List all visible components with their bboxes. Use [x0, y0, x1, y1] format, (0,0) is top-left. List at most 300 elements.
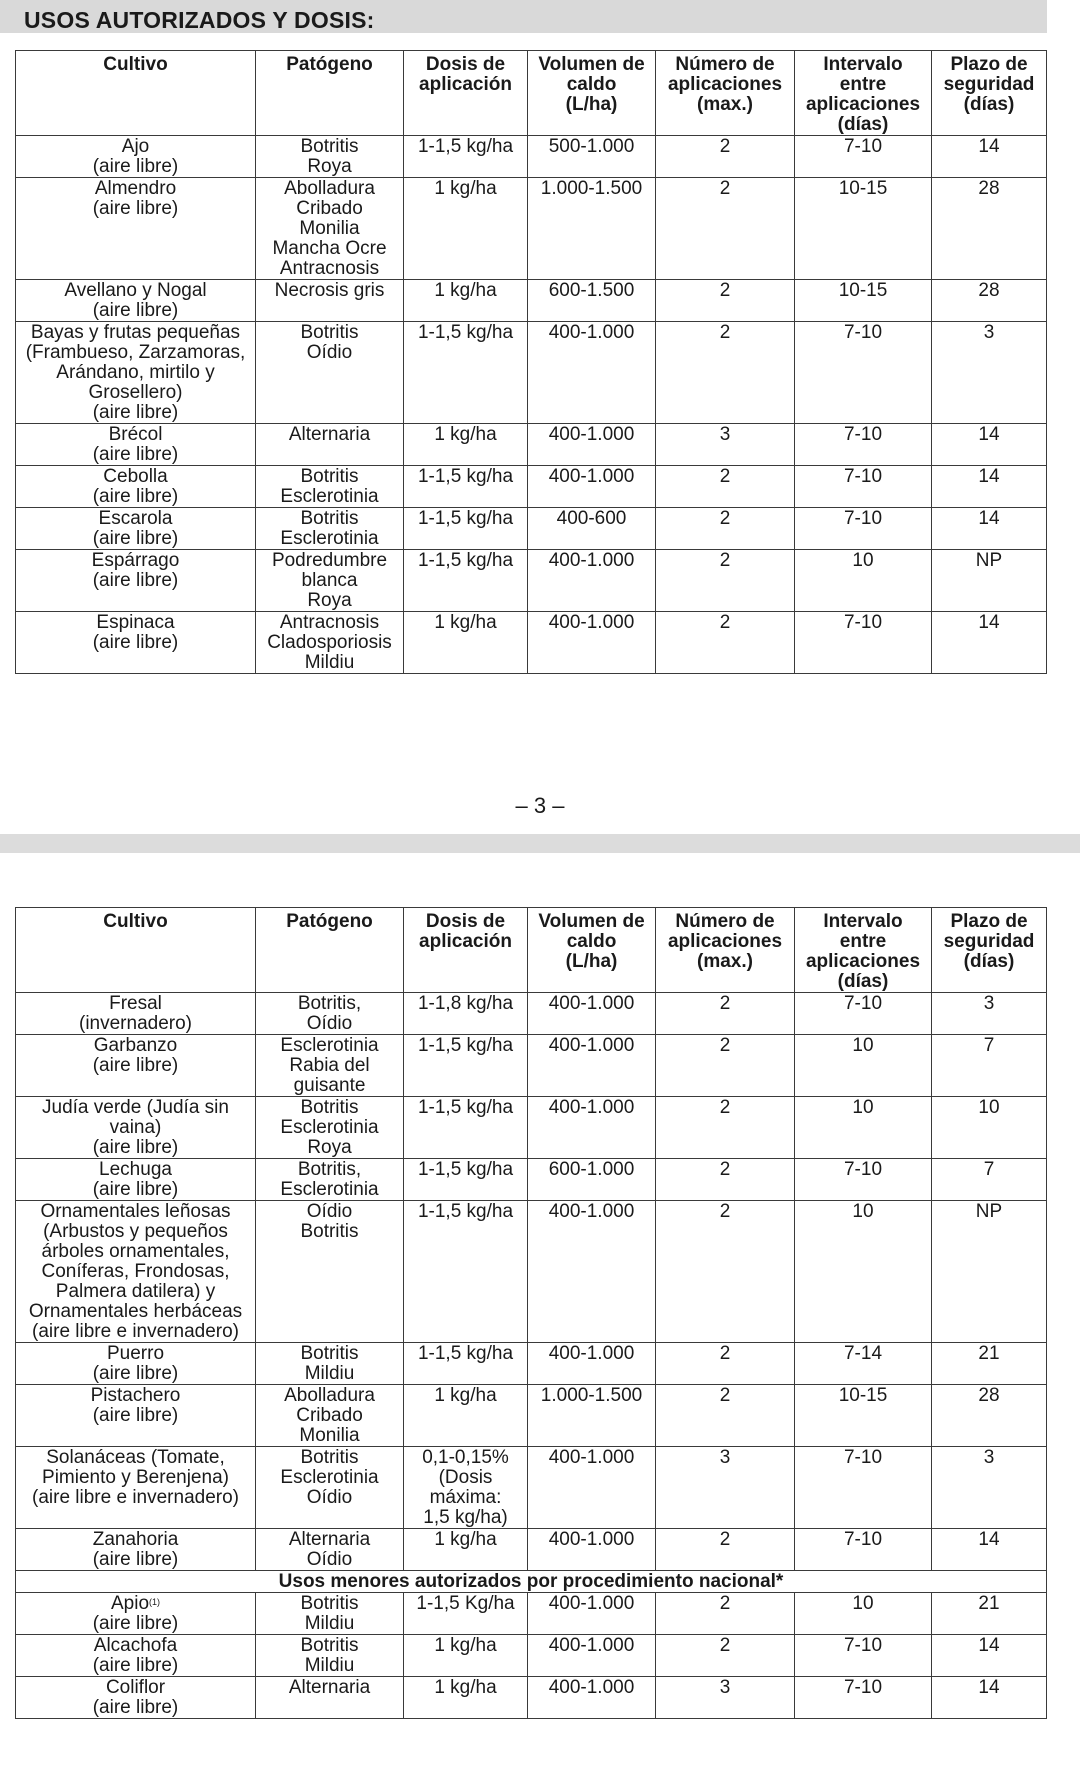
cell-value: 2 [719, 322, 731, 343]
cell-dosis [404, 1035, 528, 1097]
cell-value: 14 [978, 508, 1000, 529]
cell-line: Mildiu [304, 1655, 355, 1676]
cell-line: Monilia [299, 218, 360, 239]
cell-patogeno [256, 178, 404, 280]
cell-value: 2 [719, 1159, 731, 1180]
cell-line: Roya [307, 156, 352, 177]
page-number: – 3 – [515, 793, 565, 818]
cell-value: 400-1.000 [548, 1635, 635, 1656]
cell-value: 3 [983, 993, 995, 1014]
header-col-plazo [932, 51, 1047, 136]
cell-line: (días) [963, 94, 1015, 115]
cell-plazo [932, 993, 1047, 1035]
table-row [16, 1097, 1047, 1159]
cell-plazo [932, 1529, 1047, 1571]
cell-line: Botritis, [297, 1159, 362, 1180]
cell-value: 2 [719, 1385, 731, 1406]
cell-plazo [932, 466, 1047, 508]
cell-cultivo [16, 508, 256, 550]
cell-numero [656, 508, 795, 550]
table-row [16, 1677, 1047, 1719]
cell-line: guisante [293, 1075, 366, 1096]
cell-cultivo [16, 178, 256, 280]
table-row [16, 1529, 1047, 1571]
cell-volumen [528, 1677, 656, 1719]
cell-value: 10 [978, 1097, 1000, 1118]
cell-numero [656, 322, 795, 424]
cell-line: 1-1,5 kg/ha [417, 136, 514, 157]
header-col-numero [656, 51, 795, 136]
minor-uses-subheader: Usos menores autorizados por procedimiento nacional* [16, 1571, 1047, 1593]
cell-line: Botritis [300, 466, 359, 487]
cell-patogeno [256, 424, 404, 466]
cell-line: Alternaria [288, 1677, 371, 1698]
cell-numero [656, 550, 795, 612]
cell-dosis [404, 136, 528, 178]
cell-value: NP [975, 550, 1003, 571]
cell-value: 7 [983, 1159, 995, 1180]
cell-line: 1-1,5 kg/ha [417, 1201, 514, 1222]
cell-value: 400-1.000 [548, 466, 635, 487]
cell-patogeno [256, 1201, 404, 1343]
cell-plazo [932, 1097, 1047, 1159]
cell-value: 10-15 [838, 1385, 888, 1406]
cell-line: Patógeno [286, 911, 373, 932]
cell-value: 400-1.000 [548, 1447, 635, 1468]
cell-value: 2 [719, 178, 731, 199]
cell-line: (aire libre) [92, 198, 179, 219]
cell-line: Número de [675, 911, 775, 932]
cell-line: Lechuga [99, 1159, 172, 1180]
cell-volumen [528, 178, 656, 280]
cell-plazo [932, 178, 1047, 280]
cell-volumen [528, 1635, 656, 1677]
cell-plazo [932, 1447, 1047, 1529]
table-row [16, 993, 1047, 1035]
cell-line: Volumen de [538, 54, 645, 75]
cell-dosis [404, 280, 528, 322]
cell-cultivo [16, 612, 256, 674]
cell-line: Botritis [300, 136, 359, 157]
cell-dosis [404, 424, 528, 466]
cell-intervalo [795, 178, 932, 280]
table-row [16, 1593, 1047, 1635]
cell-line: aplicaciones [805, 94, 921, 115]
page-separator [0, 834, 1080, 853]
cell-line: blanca [301, 570, 358, 591]
cell-patogeno [256, 1343, 404, 1385]
cell-line: (días) [963, 951, 1015, 972]
cell-line: 1-1,5 kg/ha [417, 1343, 514, 1364]
cell-value: 600-1.500 [548, 280, 635, 301]
cell-intervalo [795, 1159, 932, 1201]
cell-line: Cribado [296, 198, 363, 219]
cell-value: 2 [719, 280, 731, 301]
cell-plazo [932, 1385, 1047, 1447]
cell-line: Roya [307, 590, 352, 611]
cell-numero [656, 1201, 795, 1343]
cell-intervalo [795, 1097, 932, 1159]
cell-line: 1 kg/ha [434, 1677, 497, 1698]
cell-value: 2 [719, 466, 731, 487]
header-col-patogeno [256, 51, 404, 136]
cell-line: aplicación [419, 74, 512, 95]
cell-line: 1-1,8 kg/ha [417, 993, 514, 1014]
cell-dosis [404, 1201, 528, 1343]
cell-line: Esclerotinia [280, 1467, 379, 1488]
cell-line: Fresal [109, 993, 162, 1014]
cell-line: (aire libre) [92, 444, 179, 465]
cell-line: (aire libre e invernadero) [32, 1487, 239, 1508]
header-col-patogeno [256, 908, 404, 993]
cell-line: Garbanzo [93, 1035, 178, 1056]
cell-line: (max.) [697, 94, 753, 115]
cell-dosis [404, 1677, 528, 1719]
cell-volumen [528, 1593, 656, 1635]
cell-line: 1-1,5 kg/ha [417, 508, 514, 529]
cell-intervalo [795, 1593, 932, 1635]
cell-value: 3 [719, 1677, 731, 1698]
cell-value: 400-1.000 [548, 1529, 635, 1550]
cell-cultivo [16, 1635, 256, 1677]
cell-line: (max.) [697, 951, 753, 972]
cell-cultivo [16, 136, 256, 178]
cell-volumen [528, 1529, 656, 1571]
cell-patogeno [256, 322, 404, 424]
cell-dosis [404, 1593, 528, 1635]
cell-patogeno [256, 136, 404, 178]
cell-line: (Dosis [438, 1467, 493, 1488]
cell-volumen [528, 424, 656, 466]
cell-cultivo [16, 993, 256, 1035]
cell-value: 10 [852, 1201, 874, 1222]
cell-line: 1-1,5 kg/ha [417, 1159, 514, 1180]
cell-line: (aire libre) [92, 300, 179, 321]
cell-cultivo [16, 280, 256, 322]
cell-volumen [528, 508, 656, 550]
cell-line: 1-1,5 kg/ha [417, 322, 514, 343]
header-col-volumen [528, 51, 656, 136]
cell-numero [656, 466, 795, 508]
cell-cultivo [16, 424, 256, 466]
cell-value: 400-1.000 [548, 1035, 635, 1056]
cell-value: 7-10 [843, 322, 883, 343]
cell-line: Necrosis gris [274, 280, 385, 301]
cell-line: Botritis [300, 1447, 359, 1468]
cell-line: Espinaca [96, 612, 175, 633]
cell-line: Bayas y frutas pequeñas [30, 322, 241, 343]
cell-line: (invernadero) [79, 1013, 192, 1034]
cell-volumen [528, 1447, 656, 1529]
cell-line: Esclerotinia [280, 528, 379, 549]
cell-value: 7-10 [843, 993, 883, 1014]
table-row [16, 424, 1047, 466]
cell-dosis [404, 612, 528, 674]
cell-line: Podredumbre [271, 550, 388, 571]
cell-dosis [404, 508, 528, 550]
cell-value: 2 [719, 993, 731, 1014]
cell-line: (aire libre) [92, 1697, 179, 1718]
cell-value: 500-1.000 [548, 136, 635, 157]
cell-numero [656, 993, 795, 1035]
cell-line: Solanáceas (Tomate, [46, 1447, 225, 1468]
cell-patogeno [256, 1385, 404, 1447]
cell-numero [656, 1159, 795, 1201]
cell-patogeno [256, 508, 404, 550]
cell-plazo [932, 612, 1047, 674]
cell-intervalo [795, 322, 932, 424]
cell-value: 14 [978, 136, 1000, 157]
cell-line: Plazo de [950, 911, 1028, 932]
cell-line: Alternaria [288, 1529, 371, 1550]
cell-value: 7-10 [843, 612, 883, 633]
cell-value: 2 [719, 1035, 731, 1056]
cell-line: Grosellero) [88, 382, 183, 403]
cell-line: Espárrago [91, 550, 180, 571]
cell-value: 7-10 [843, 1677, 883, 1698]
cell-line: entre [839, 74, 887, 95]
cell-value: 400-1.000 [548, 424, 635, 445]
cell-line: Botritis [300, 1635, 359, 1656]
cell-line: Dosis de [425, 54, 506, 75]
header-col-plazo [932, 908, 1047, 993]
cell-line: 1 kg/ha [434, 612, 497, 633]
cell-numero [656, 280, 795, 322]
cell-line: Esclerotinia [280, 1035, 379, 1056]
table-row [16, 178, 1047, 280]
cell-line: 1-1,5 Kg/ha [416, 1593, 515, 1614]
cell-value: 28 [978, 178, 1000, 199]
cell-value: 2 [719, 1343, 731, 1364]
cell-line: (aire libre) [92, 1655, 179, 1676]
footnote-marker: (1) [149, 1597, 161, 1607]
cell-value: 7-10 [843, 1159, 883, 1180]
cell-value: 10 [852, 1035, 874, 1056]
cell-cultivo [16, 1385, 256, 1447]
cell-cultivo [16, 466, 256, 508]
cell-line: (L/ha) [565, 951, 618, 972]
usage-table-2 [15, 907, 1047, 1719]
cell-intervalo [795, 466, 932, 508]
cell-line: Esclerotinia [280, 486, 379, 507]
cell-line: 1,5 kg/ha) [423, 1507, 508, 1528]
cell-value: 2 [719, 1635, 731, 1656]
cell-line: Palmera datilera) y [55, 1281, 216, 1302]
header-col-numero [656, 908, 795, 993]
cell-numero [656, 1343, 795, 1385]
cell-dosis [404, 466, 528, 508]
cell-numero [656, 1593, 795, 1635]
cell-value: 400-1.000 [548, 1201, 635, 1222]
cell-line: aplicaciones [805, 951, 921, 972]
cell-line: Botritis [300, 1343, 359, 1364]
cell-plazo [932, 1343, 1047, 1385]
cell-value: 1.000-1.500 [540, 1385, 643, 1406]
cell-dosis [404, 178, 528, 280]
cell-line: Intervalo [823, 54, 903, 75]
cell-line: Avellano y Nogal [64, 280, 207, 301]
cell-value: 7-10 [843, 424, 883, 445]
cell-value: 400-600 [556, 508, 627, 529]
cell-line: entre [839, 931, 887, 952]
table-row [16, 466, 1047, 508]
cell-patogeno [256, 280, 404, 322]
cell-cultivo [16, 1159, 256, 1201]
cell-line: aplicaciones [667, 931, 783, 952]
header-col-intervalo [795, 908, 932, 993]
section-title: USOS AUTORIZADOS Y DOSIS: [24, 7, 375, 33]
cell-line: Escarola [98, 508, 173, 529]
cell-value: 14 [978, 424, 1000, 445]
table-header-row [16, 908, 1047, 993]
header-col-cultivo [16, 51, 256, 136]
cell-value: 400-1.000 [548, 1097, 635, 1118]
cell-line: Pimiento y Berenjena) [42, 1467, 229, 1488]
cell-plazo [932, 550, 1047, 612]
table-row [16, 1635, 1047, 1677]
cell-line: Botritis [300, 508, 359, 529]
cell-value: 21 [978, 1593, 1000, 1614]
cell-cultivo [16, 1447, 256, 1529]
cell-value: 10 [852, 1593, 874, 1614]
cell-cultivo [16, 550, 256, 612]
cell-line: Alcachofa [93, 1635, 178, 1656]
cell-line: Mildiu [304, 1363, 355, 1384]
cell-volumen [528, 1201, 656, 1343]
cell-line: (aire libre) [92, 1137, 179, 1158]
cell-line: 1 kg/ha [434, 280, 497, 301]
cell-dosis [404, 993, 528, 1035]
cell-patogeno [256, 1529, 404, 1571]
cell-line: vaina) [109, 1117, 162, 1138]
cell-value: 7-10 [843, 508, 883, 529]
cell-line: Antracnosis [279, 612, 380, 633]
cell-volumen [528, 612, 656, 674]
cell-volumen [528, 993, 656, 1035]
cell-line: seguridad [943, 74, 1035, 95]
cell-value: 28 [978, 1385, 1000, 1406]
cell-line: Cultivo [103, 54, 168, 75]
cell-volumen [528, 550, 656, 612]
table-row [16, 136, 1047, 178]
cell-line: Botritis, [297, 993, 362, 1014]
cell-line: Antracnosis [279, 258, 380, 279]
cell-line: (L/ha) [565, 94, 618, 115]
cell-line: Botritis [300, 1221, 359, 1242]
cell-numero [656, 1385, 795, 1447]
cell-line: caldo [566, 931, 617, 952]
cell-intervalo [795, 1035, 932, 1097]
cell-volumen [528, 280, 656, 322]
cell-line: Alternaria [288, 424, 371, 445]
cell-line: 1 kg/ha [434, 178, 497, 199]
cell-cultivo [16, 1097, 256, 1159]
header-col-dosis [404, 51, 528, 136]
cell-plazo [932, 1677, 1047, 1719]
cell-line: Patógeno [286, 54, 373, 75]
cell-line: 1-1,5 kg/ha [417, 466, 514, 487]
cell-dosis [404, 1635, 528, 1677]
cell-numero [656, 1529, 795, 1571]
cell-line: Cribado [296, 1405, 363, 1426]
cell-value: 10 [852, 550, 874, 571]
cell-plazo [932, 1035, 1047, 1097]
cell-value: 3 [983, 1447, 995, 1468]
cell-plazo [932, 1593, 1047, 1635]
cell-cultivo [16, 322, 256, 424]
cell-intervalo [795, 136, 932, 178]
cell-line: Cladosporiosis [267, 632, 392, 653]
cell-value: NP [975, 1201, 1003, 1222]
cell-volumen [528, 1097, 656, 1159]
cell-dosis [404, 1385, 528, 1447]
cell-plazo [932, 322, 1047, 424]
cell-value: 2 [719, 1201, 731, 1222]
cell-value: 3 [983, 322, 995, 343]
cell-plazo [932, 508, 1047, 550]
cell-value: 400-1.000 [548, 1343, 635, 1364]
cell-line: (aire libre e invernadero) [32, 1321, 239, 1342]
cell-value: 600-1.000 [548, 1159, 635, 1180]
cell-value: 7-10 [843, 1635, 883, 1656]
cell-line: (Frambueso, Zarzamoras, [25, 342, 246, 363]
cell-intervalo [795, 612, 932, 674]
cell-value: 2 [719, 136, 731, 157]
cell-line: (aire libre) [92, 1405, 179, 1426]
cell-patogeno [256, 1593, 404, 1635]
cell-value: 21 [978, 1343, 1000, 1364]
cell-line: Pistachero [90, 1385, 181, 1406]
table-row [16, 1385, 1047, 1447]
table-row [16, 1035, 1047, 1097]
cell-numero [656, 1097, 795, 1159]
minor-uses-subheader-row [16, 1571, 1047, 1593]
cell-line: (días) [837, 114, 889, 135]
cell-line: 0,1-0,15% [422, 1447, 509, 1468]
cell-value: 14 [978, 1529, 1000, 1550]
cell-value: 7-10 [843, 136, 883, 157]
cell-patogeno [256, 1097, 404, 1159]
cell-intervalo [795, 1385, 932, 1447]
cell-value: 14 [978, 1635, 1000, 1656]
cell-line: Arándano, mirtilo y [56, 362, 215, 383]
cell-patogeno [256, 612, 404, 674]
usage-table-1 [15, 50, 1047, 674]
cell-line: Oídio [306, 1487, 353, 1508]
cell-plazo [932, 1635, 1047, 1677]
cell-plazo [932, 136, 1047, 178]
cell-line: 1 kg/ha [434, 1635, 497, 1656]
cell-intervalo [795, 550, 932, 612]
cell-line: Abolladura [284, 1385, 375, 1406]
cell-line: Botritis [300, 322, 359, 343]
cell-value: 7-10 [843, 1529, 883, 1550]
header-col-cultivo [16, 908, 256, 993]
cell-numero [656, 1677, 795, 1719]
cell-line: Mildiu [304, 652, 355, 673]
cell-value: 2 [719, 612, 731, 633]
cell-intervalo [795, 1677, 932, 1719]
cell-value: 400-1.000 [548, 993, 635, 1014]
cell-volumen [528, 1035, 656, 1097]
cell-value: 7-10 [843, 466, 883, 487]
cell-line: Número de [675, 54, 775, 75]
cell-value: 14 [978, 466, 1000, 487]
table-row [16, 1201, 1047, 1343]
cell-line: Dosis de [425, 911, 506, 932]
cell-line: (aire libre) [92, 528, 179, 549]
cell-line: (aire libre) [92, 632, 179, 653]
